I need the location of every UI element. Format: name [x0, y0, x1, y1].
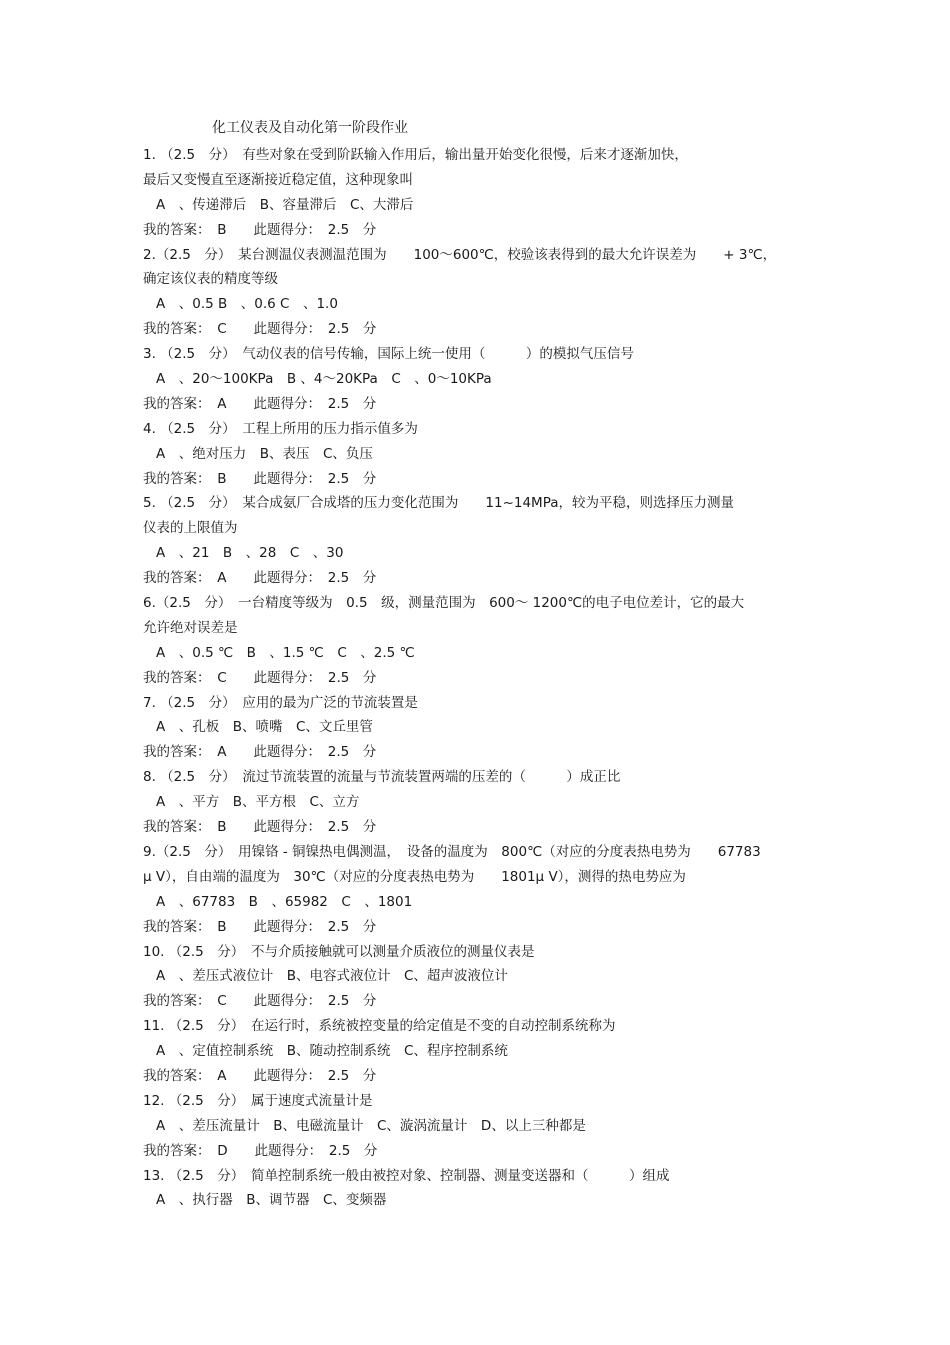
- question-options: A 、0.5 ℃ B 、1.5 ℃ C 、2.5 ℃: [156, 644, 415, 661]
- question-options: A 、67783 B 、65982 C 、1801: [156, 893, 413, 910]
- question-text: 3. （2.5 分） 气动仪表的信号传输，国际上统一使用（ ）的模拟气压信号: [143, 346, 634, 363]
- answer-and-score: 我的答案： A 此题得分： 2.5 分: [143, 1067, 377, 1084]
- question-text-continued: 仪表的上限值为: [143, 520, 238, 537]
- question-options: A 、执行器 B、调节器 C、变频器: [156, 1192, 387, 1209]
- question-text: 12. （2.5 分） 属于速度式流量计是: [143, 1092, 373, 1109]
- question-text: 13. （2.5 分） 简单控制系统一般由被控对象、控制器、测量变送器和（ ）组成: [143, 1167, 670, 1184]
- question-block: [143, 1089, 823, 1164]
- question-options: A 、绝对压力 B、表压 C、负压: [156, 445, 373, 462]
- answer-and-score: 我的答案： D 此题得分： 2.5 分: [143, 1142, 378, 1159]
- question-text-continued: 确定该仪表的精度等级: [143, 271, 278, 288]
- question-block: [143, 940, 823, 1015]
- question-text: 7. （2.5 分） 应用的最为广泛的节流装置是: [143, 694, 418, 711]
- question-text: 6.（2.5 分） 一台精度等级为 0.5 级，测量范围为 600～ 1200℃的电子电位差计，它的最大: [143, 595, 745, 612]
- question-options: A 、传递滞后 B、容量滞后 C、大滞后: [156, 196, 414, 213]
- question-options: A 、0.5 B 、0.6 C 、1.0: [156, 296, 338, 313]
- question-text: 10. （2.5 分） 不与介质接触就可以测量介质液位的测量仪表是: [143, 943, 535, 960]
- answer-and-score: 我的答案： B 此题得分： 2.5 分: [143, 918, 377, 935]
- question-options: A 、定值控制系统 B、随动控制系统 C、程序控制系统: [156, 1043, 508, 1060]
- question-options: A 、差压流量计 B、电磁流量计 C、漩涡流量计 D、以上三种都是: [156, 1117, 586, 1134]
- question-options: A 、21 B 、28 C 、30: [156, 545, 344, 562]
- question-block: [143, 840, 823, 940]
- question-text: 1. （2.5 分） 有些对象在受到阶跃输入作用后，输出量开始变化很慢，后来才逐渐加快，: [143, 147, 688, 163]
- question-text: 11. （2.5 分） 在运行时，系统被控变量的给定值是不变的自动控制系统称为: [143, 1018, 616, 1035]
- question-options: A 、平方 B、平方根 C、立方: [156, 794, 360, 811]
- question-block: [143, 143, 823, 243]
- question-text: 2.（2.5 分） 某台测温仪表测温范围为 100～600℃，校验该表得到的最大允许误差为 + 3℃，: [143, 246, 777, 263]
- question-block: [143, 1014, 823, 1089]
- question-block: [143, 1164, 823, 1214]
- question-block: [143, 491, 823, 591]
- question-options: A 、孔板 B、喷嘴 C、文丘里管: [156, 719, 373, 736]
- question-text: 8. （2.5 分） 流过节流装置的流量与节流装置两端的压差的（ ）成正比: [143, 769, 621, 786]
- answer-and-score: 我的答案： B 此题得分： 2.5 分: [143, 470, 377, 487]
- answer-and-score: 我的答案： A 此题得分： 2.5 分: [143, 744, 377, 761]
- question-text: 4. （2.5 分） 工程上所用的压力指示值多为: [143, 420, 418, 437]
- question-block: [143, 342, 823, 417]
- answer-and-score: 我的答案： A 此题得分： 2.5 分: [143, 570, 377, 587]
- question-block: [143, 691, 823, 766]
- question-options: A 、20～100KPa B 、4～20KPa C 、0～10KPa: [156, 371, 492, 388]
- question-text-continued: μ V），自由端的温度为 30℃（对应的分度表热电势为 1801μ V），测得的热电势应为: [143, 868, 686, 885]
- question-list: [143, 143, 823, 1213]
- question-text: 9.（2.5 分） 用镍铬 - 铜镍热电偶测温， 设备的温度为 800℃（对应的分度表热电势为 67783: [143, 843, 761, 860]
- answer-and-score: 我的答案： C 此题得分： 2.5 分: [143, 993, 377, 1010]
- question-options: A 、差压式液位计 B、电容式液位计 C、超声波液位计: [156, 968, 508, 985]
- page-title: 化工仪表及自动化第一阶段作业: [212, 120, 408, 136]
- question-text-continued: 允许绝对误差是: [143, 619, 238, 636]
- question-block: [143, 591, 823, 691]
- question-block: [143, 417, 823, 492]
- answer-and-score: 我的答案： A 此题得分： 2.5 分: [143, 395, 377, 412]
- question-block: [143, 243, 823, 343]
- answer-and-score: 我的答案： B 此题得分： 2.5 分: [143, 221, 377, 238]
- question-text: 5. （2.5 分） 某合成氨厂合成塔的压力变化范围为 11~14MPa，较为平稳，则选择压力测量: [143, 495, 735, 512]
- question-text-continued: 最后又变慢直至逐渐接近稳定值，这种现象叫: [143, 171, 413, 188]
- answer-and-score: 我的答案： C 此题得分： 2.5 分: [143, 669, 377, 686]
- question-block: [143, 765, 823, 840]
- answer-and-score: 我的答案： C 此题得分： 2.5 分: [143, 321, 377, 338]
- answer-and-score: 我的答案： B 此题得分： 2.5 分: [143, 819, 377, 836]
